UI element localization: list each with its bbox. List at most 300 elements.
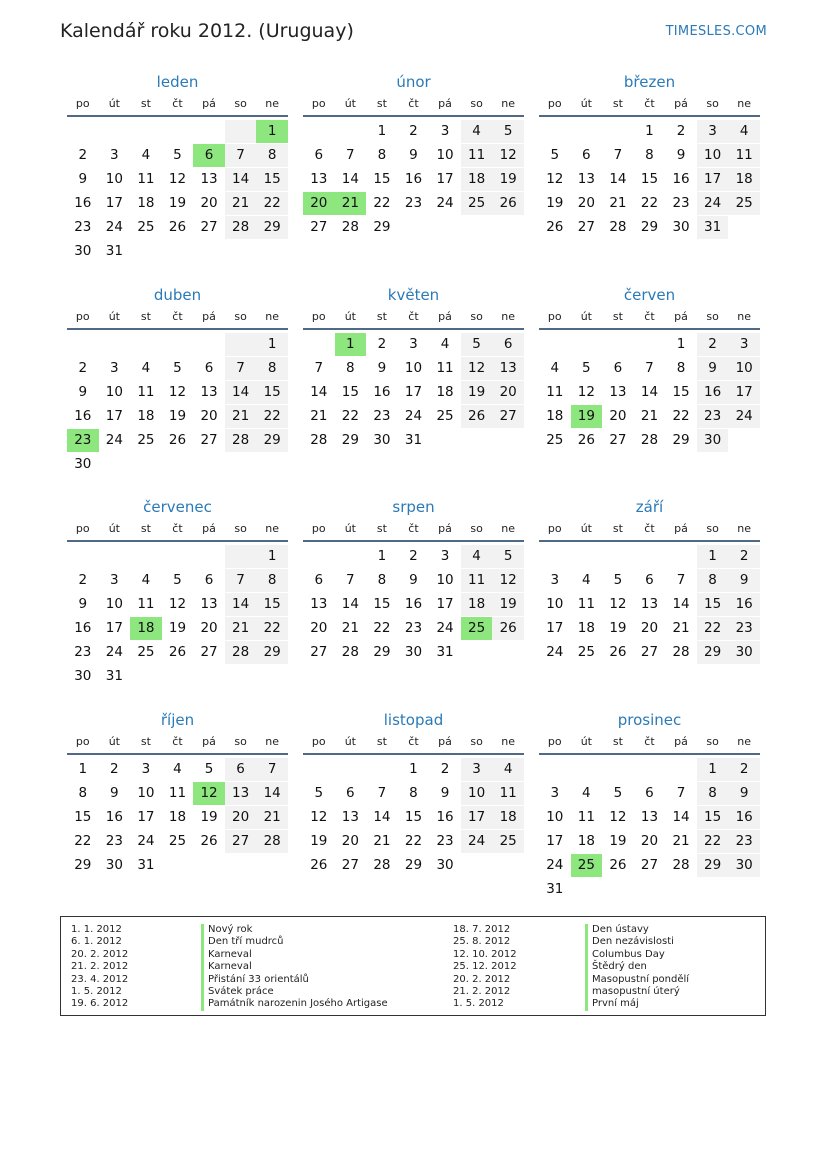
holiday-day-cell[interactable]: 25: [571, 854, 603, 877]
day-cell[interactable]: 25: [137, 644, 155, 660]
day-cell[interactable]: 2: [78, 360, 88, 376]
day-cell[interactable]: 4: [461, 545, 493, 568]
day-cell[interactable]: 26: [577, 432, 595, 448]
day-cell[interactable]: 27: [577, 219, 595, 235]
day-cell[interactable]: 16: [728, 593, 760, 616]
day-cell[interactable]: 19: [168, 408, 187, 424]
day-cell[interactable]: 2: [676, 123, 686, 139]
day-cell[interactable]: 31: [697, 216, 729, 239]
holiday-day-cell[interactable]: 18: [130, 617, 162, 640]
day-cell[interactable]: 4: [582, 572, 591, 588]
day-cell[interactable]: 14: [256, 782, 288, 805]
day-cell[interactable]: 27: [310, 219, 328, 235]
day-cell[interactable]: 10: [105, 171, 123, 187]
day-cell[interactable]: 30: [105, 857, 123, 873]
day-cell[interactable]: 21: [310, 408, 328, 424]
day-cell[interactable]: 8: [676, 360, 686, 376]
day-cell[interactable]: 28: [225, 429, 257, 452]
day-cell[interactable]: 28: [373, 857, 391, 873]
day-cell[interactable]: 20: [225, 806, 257, 829]
day-cell[interactable]: 4: [440, 336, 450, 352]
day-cell[interactable]: 14: [225, 593, 257, 616]
day-cell[interactable]: 20: [492, 381, 524, 404]
day-cell[interactable]: 10: [105, 384, 123, 400]
holiday-day-cell[interactable]: 1: [335, 333, 367, 356]
day-cell[interactable]: 29: [697, 641, 729, 664]
day-cell[interactable]: 10: [546, 809, 564, 825]
day-cell[interactable]: 4: [141, 147, 151, 163]
day-cell[interactable]: 7: [645, 360, 654, 376]
day-cell[interactable]: 24: [436, 195, 454, 211]
day-cell[interactable]: 15: [697, 593, 729, 616]
holiday-day-cell[interactable]: 23: [67, 429, 99, 452]
day-cell[interactable]: 25: [137, 432, 155, 448]
day-cell[interactable]: 20: [341, 833, 359, 849]
day-cell[interactable]: 31: [546, 881, 564, 897]
day-cell[interactable]: 16: [436, 809, 454, 825]
day-cell[interactable]: 25: [728, 192, 760, 215]
day-cell[interactable]: 3: [110, 147, 119, 163]
day-cell[interactable]: 27: [609, 432, 627, 448]
day-cell[interactable]: 27: [200, 219, 218, 235]
day-cell[interactable]: 17: [546, 833, 564, 849]
day-cell[interactable]: 30: [672, 219, 690, 235]
day-cell[interactable]: 9: [78, 384, 88, 400]
day-cell[interactable]: 8: [697, 782, 729, 805]
day-cell[interactable]: 2: [110, 761, 119, 777]
day-cell[interactable]: 6: [346, 785, 355, 801]
day-cell[interactable]: 8: [256, 357, 288, 380]
day-cell[interactable]: 30: [74, 668, 92, 684]
day-cell[interactable]: 1: [697, 758, 729, 781]
day-cell[interactable]: 25: [546, 432, 564, 448]
day-cell[interactable]: 11: [728, 144, 760, 167]
day-cell[interactable]: 2: [409, 548, 418, 564]
day-cell[interactable]: 4: [141, 360, 151, 376]
day-cell[interactable]: 24: [546, 857, 564, 873]
day-cell[interactable]: 10: [728, 357, 760, 380]
day-cell[interactable]: 6: [645, 785, 654, 801]
holiday-day-cell[interactable]: 6: [193, 144, 225, 167]
day-cell[interactable]: 2: [377, 336, 387, 352]
day-cell[interactable]: 21: [225, 617, 257, 640]
day-cell[interactable]: 1: [377, 123, 387, 139]
day-cell[interactable]: 28: [640, 432, 659, 448]
day-cell[interactable]: 17: [697, 168, 729, 191]
brand-logo[interactable]: TIMESLES.COM: [665, 24, 767, 39]
day-cell[interactable]: 24: [461, 830, 493, 853]
day-cell[interactable]: 11: [137, 384, 155, 400]
day-cell[interactable]: 17: [105, 195, 123, 211]
day-cell[interactable]: 10: [436, 572, 454, 588]
day-cell[interactable]: 22: [256, 405, 288, 428]
day-cell[interactable]: 21: [225, 192, 257, 215]
day-cell[interactable]: 1: [645, 123, 654, 139]
day-cell[interactable]: 20: [640, 620, 659, 636]
day-cell[interactable]: 19: [310, 833, 328, 849]
day-cell[interactable]: 2: [78, 572, 88, 588]
day-cell[interactable]: 5: [173, 147, 182, 163]
day-cell[interactable]: 6: [314, 147, 324, 163]
day-cell[interactable]: 8: [409, 785, 418, 801]
day-cell[interactable]: 26: [461, 405, 493, 428]
day-cell[interactable]: 25: [492, 830, 524, 853]
day-cell[interactable]: 13: [310, 171, 328, 187]
day-cell[interactable]: 28: [341, 219, 359, 235]
day-cell[interactable]: 10: [436, 147, 454, 163]
day-cell[interactable]: 30: [728, 641, 760, 664]
day-cell[interactable]: 15: [256, 168, 288, 191]
day-cell[interactable]: 13: [609, 384, 627, 400]
day-cell[interactable]: 3: [697, 120, 729, 143]
day-cell[interactable]: 19: [492, 168, 524, 191]
day-cell[interactable]: 12: [168, 596, 187, 612]
day-cell[interactable]: 30: [74, 243, 92, 259]
day-cell[interactable]: 2: [697, 333, 729, 356]
day-cell[interactable]: 30: [436, 857, 454, 873]
day-cell[interactable]: 22: [256, 192, 288, 215]
day-cell[interactable]: 26: [200, 833, 218, 849]
day-cell[interactable]: 14: [640, 384, 659, 400]
day-cell[interactable]: 28: [225, 216, 257, 239]
day-cell[interactable]: 22: [256, 617, 288, 640]
day-cell[interactable]: 27: [640, 644, 659, 660]
day-cell[interactable]: 9: [409, 572, 418, 588]
day-cell[interactable]: 20: [640, 833, 659, 849]
day-cell[interactable]: 8: [697, 569, 729, 592]
day-cell[interactable]: 5: [173, 360, 182, 376]
day-cell[interactable]: 18: [461, 593, 493, 616]
day-cell[interactable]: 3: [110, 572, 119, 588]
day-cell[interactable]: 12: [168, 171, 187, 187]
day-cell[interactable]: 27: [640, 857, 659, 873]
day-cell[interactable]: 29: [697, 854, 729, 877]
day-cell[interactable]: 15: [373, 596, 391, 612]
day-cell[interactable]: 26: [168, 219, 187, 235]
day-cell[interactable]: 16: [728, 806, 760, 829]
day-cell[interactable]: 23: [728, 617, 760, 640]
day-cell[interactable]: 10: [546, 596, 564, 612]
day-cell[interactable]: 5: [173, 572, 182, 588]
day-cell[interactable]: 18: [137, 195, 155, 211]
day-cell[interactable]: 10: [404, 360, 423, 376]
day-cell[interactable]: 15: [256, 593, 288, 616]
day-cell[interactable]: 8: [256, 569, 288, 592]
day-cell[interactable]: 17: [436, 596, 454, 612]
day-cell[interactable]: 15: [672, 384, 690, 400]
day-cell[interactable]: 13: [492, 357, 524, 380]
day-cell[interactable]: 5: [613, 572, 623, 588]
day-cell[interactable]: 26: [546, 219, 564, 235]
day-cell[interactable]: 24: [546, 644, 564, 660]
day-cell[interactable]: 25: [461, 192, 493, 215]
day-cell[interactable]: 19: [609, 833, 627, 849]
day-cell[interactable]: 24: [404, 408, 423, 424]
day-cell[interactable]: 8: [645, 147, 654, 163]
day-cell[interactable]: 11: [461, 144, 493, 167]
day-cell[interactable]: 12: [577, 384, 595, 400]
day-cell[interactable]: 12: [310, 809, 328, 825]
day-cell[interactable]: 19: [546, 195, 564, 211]
day-cell[interactable]: 17: [105, 620, 123, 636]
day-cell[interactable]: 3: [440, 123, 450, 139]
day-cell[interactable]: 7: [225, 357, 257, 380]
day-cell[interactable]: 12: [609, 596, 627, 612]
day-cell[interactable]: 8: [377, 572, 387, 588]
day-cell[interactable]: 28: [672, 644, 690, 660]
day-cell[interactable]: 15: [341, 384, 359, 400]
day-cell[interactable]: 21: [373, 833, 391, 849]
day-cell[interactable]: 24: [105, 219, 123, 235]
day-cell[interactable]: 5: [550, 147, 560, 163]
day-cell[interactable]: 19: [168, 195, 187, 211]
day-cell[interactable]: 22: [697, 830, 729, 853]
day-cell[interactable]: 28: [310, 432, 328, 448]
day-cell[interactable]: 21: [225, 405, 257, 428]
day-cell[interactable]: 7: [676, 572, 686, 588]
day-cell[interactable]: 13: [200, 384, 218, 400]
day-cell[interactable]: 9: [697, 357, 729, 380]
day-cell[interactable]: 13: [310, 596, 328, 612]
day-cell[interactable]: 9: [728, 569, 760, 592]
day-cell[interactable]: 24: [105, 644, 123, 660]
day-cell[interactable]: 16: [74, 620, 92, 636]
day-cell[interactable]: 16: [74, 195, 92, 211]
day-cell[interactable]: 14: [373, 809, 391, 825]
day-cell[interactable]: 27: [341, 857, 359, 873]
day-cell[interactable]: 4: [173, 761, 182, 777]
day-cell[interactable]: 31: [105, 668, 123, 684]
day-cell[interactable]: 6: [613, 360, 623, 376]
day-cell[interactable]: 22: [74, 833, 92, 849]
day-cell[interactable]: 7: [377, 785, 387, 801]
day-cell[interactable]: 24: [436, 620, 454, 636]
day-cell[interactable]: 7: [225, 144, 257, 167]
day-cell[interactable]: 3: [461, 758, 493, 781]
day-cell[interactable]: 18: [492, 806, 524, 829]
day-cell[interactable]: 17: [546, 620, 564, 636]
day-cell[interactable]: 4: [141, 572, 151, 588]
day-cell[interactable]: 8: [377, 147, 387, 163]
day-cell[interactable]: 12: [461, 357, 493, 380]
day-cell[interactable]: 21: [609, 195, 627, 211]
day-cell[interactable]: 14: [341, 171, 359, 187]
day-cell[interactable]: 5: [492, 545, 524, 568]
day-cell[interactable]: 18: [577, 833, 595, 849]
day-cell[interactable]: 1: [377, 548, 387, 564]
day-cell[interactable]: 13: [200, 596, 218, 612]
day-cell[interactable]: 23: [404, 195, 423, 211]
holiday-day-cell[interactable]: 19: [571, 405, 603, 428]
day-cell[interactable]: 31: [105, 243, 123, 259]
day-cell[interactable]: 4: [582, 785, 591, 801]
day-cell[interactable]: 9: [110, 785, 119, 801]
holiday-day-cell[interactable]: 20: [303, 192, 335, 215]
day-cell[interactable]: 19: [461, 381, 493, 404]
day-cell[interactable]: 23: [672, 195, 690, 211]
day-cell[interactable]: 17: [404, 384, 423, 400]
day-cell[interactable]: 31: [137, 857, 155, 873]
day-cell[interactable]: 16: [404, 596, 423, 612]
day-cell[interactable]: 13: [200, 171, 218, 187]
day-cell[interactable]: 11: [577, 809, 595, 825]
day-cell[interactable]: 29: [373, 219, 391, 235]
day-cell[interactable]: 16: [672, 171, 690, 187]
day-cell[interactable]: 19: [168, 620, 187, 636]
holiday-day-cell[interactable]: 25: [461, 617, 493, 640]
day-cell[interactable]: 11: [168, 785, 187, 801]
day-cell[interactable]: 22: [341, 408, 359, 424]
day-cell[interactable]: 14: [310, 384, 328, 400]
day-cell[interactable]: 18: [577, 620, 595, 636]
day-cell[interactable]: 12: [609, 809, 627, 825]
day-cell[interactable]: 14: [225, 168, 257, 191]
day-cell[interactable]: 21: [341, 620, 359, 636]
day-cell[interactable]: 5: [613, 785, 623, 801]
day-cell[interactable]: 19: [200, 809, 218, 825]
day-cell[interactable]: 7: [314, 360, 324, 376]
day-cell[interactable]: 27: [200, 644, 218, 660]
day-cell[interactable]: 7: [346, 147, 355, 163]
day-cell[interactable]: 27: [200, 432, 218, 448]
day-cell[interactable]: 1: [256, 333, 288, 356]
day-cell[interactable]: 20: [310, 620, 328, 636]
day-cell[interactable]: 26: [168, 432, 187, 448]
day-cell[interactable]: 26: [492, 192, 524, 215]
day-cell[interactable]: 28: [672, 857, 690, 873]
day-cell[interactable]: 21: [640, 408, 659, 424]
day-cell[interactable]: 29: [672, 432, 690, 448]
day-cell[interactable]: 27: [310, 644, 328, 660]
day-cell[interactable]: 6: [204, 360, 214, 376]
day-cell[interactable]: 6: [492, 333, 524, 356]
day-cell[interactable]: 17: [436, 171, 454, 187]
day-cell[interactable]: 4: [492, 758, 524, 781]
day-cell[interactable]: 1: [78, 761, 88, 777]
day-cell[interactable]: 1: [409, 761, 418, 777]
day-cell[interactable]: 5: [582, 360, 591, 376]
day-cell[interactable]: 11: [137, 171, 155, 187]
day-cell[interactable]: 6: [582, 147, 591, 163]
day-cell[interactable]: 15: [373, 171, 391, 187]
day-cell[interactable]: 1: [676, 336, 686, 352]
day-cell[interactable]: 22: [697, 617, 729, 640]
day-cell[interactable]: 23: [74, 219, 92, 235]
day-cell[interactable]: 6: [314, 572, 324, 588]
day-cell[interactable]: 11: [436, 360, 454, 376]
day-cell[interactable]: 11: [546, 384, 564, 400]
day-cell[interactable]: 27: [492, 405, 524, 428]
day-cell[interactable]: 26: [609, 644, 627, 660]
day-cell[interactable]: 16: [373, 384, 391, 400]
day-cell[interactable]: 29: [404, 857, 423, 873]
day-cell[interactable]: 31: [436, 644, 454, 660]
day-cell[interactable]: 26: [609, 857, 627, 873]
day-cell[interactable]: 11: [137, 596, 155, 612]
day-cell[interactable]: 23: [373, 408, 391, 424]
day-cell[interactable]: 21: [672, 620, 690, 636]
day-cell[interactable]: 18: [728, 168, 760, 191]
day-cell[interactable]: 18: [436, 384, 454, 400]
day-cell[interactable]: 23: [74, 644, 92, 660]
day-cell[interactable]: 5: [204, 761, 214, 777]
day-cell[interactable]: 9: [409, 147, 418, 163]
day-cell[interactable]: 12: [492, 144, 524, 167]
day-cell[interactable]: 9: [377, 360, 387, 376]
day-cell[interactable]: 13: [640, 596, 659, 612]
day-cell[interactable]: 26: [168, 644, 187, 660]
day-cell[interactable]: 12: [492, 569, 524, 592]
day-cell[interactable]: 5: [492, 120, 524, 143]
day-cell[interactable]: 23: [105, 833, 123, 849]
day-cell[interactable]: 6: [225, 758, 257, 781]
day-cell[interactable]: 30: [728, 854, 760, 877]
day-cell[interactable]: 14: [225, 381, 257, 404]
day-cell[interactable]: 7: [613, 147, 623, 163]
day-cell[interactable]: 16: [697, 381, 729, 404]
day-cell[interactable]: 17: [105, 408, 123, 424]
day-cell[interactable]: 6: [204, 572, 214, 588]
day-cell[interactable]: 19: [492, 593, 524, 616]
day-cell[interactable]: 22: [672, 408, 690, 424]
day-cell[interactable]: 3: [110, 360, 119, 376]
day-cell[interactable]: 4: [461, 120, 493, 143]
day-cell[interactable]: 22: [373, 620, 391, 636]
holiday-day-cell[interactable]: 12: [193, 782, 225, 805]
day-cell[interactable]: 14: [609, 171, 627, 187]
day-cell[interactable]: 30: [404, 644, 423, 660]
day-cell[interactable]: 29: [256, 641, 288, 664]
day-cell[interactable]: 15: [404, 809, 423, 825]
day-cell[interactable]: 10: [697, 144, 729, 167]
day-cell[interactable]: 28: [609, 219, 627, 235]
day-cell[interactable]: 17: [137, 809, 155, 825]
day-cell[interactable]: 17: [461, 806, 493, 829]
day-cell[interactable]: 9: [78, 171, 88, 187]
day-cell[interactable]: 29: [74, 857, 92, 873]
day-cell[interactable]: 11: [492, 782, 524, 805]
day-cell[interactable]: 18: [137, 408, 155, 424]
day-cell[interactable]: 18: [168, 809, 187, 825]
day-cell[interactable]: 23: [697, 405, 729, 428]
day-cell[interactable]: 25: [168, 833, 187, 849]
day-cell[interactable]: 15: [74, 809, 92, 825]
day-cell[interactable]: 15: [640, 171, 659, 187]
day-cell[interactable]: 7: [346, 572, 355, 588]
day-cell[interactable]: 2: [728, 758, 760, 781]
day-cell[interactable]: 20: [200, 195, 218, 211]
day-cell[interactable]: 8: [78, 785, 88, 801]
day-cell[interactable]: 12: [546, 171, 564, 187]
day-cell[interactable]: 17: [728, 381, 760, 404]
day-cell[interactable]: 7: [225, 569, 257, 592]
day-cell[interactable]: 13: [640, 809, 659, 825]
day-cell[interactable]: 2: [78, 147, 88, 163]
day-cell[interactable]: 18: [461, 168, 493, 191]
day-cell[interactable]: 14: [341, 596, 359, 612]
day-cell[interactable]: 11: [461, 569, 493, 592]
day-cell[interactable]: 13: [225, 782, 257, 805]
day-cell[interactable]: 29: [373, 644, 391, 660]
day-cell[interactable]: 9: [676, 147, 686, 163]
day-cell[interactable]: 10: [105, 596, 123, 612]
day-cell[interactable]: 26: [492, 617, 524, 640]
day-cell[interactable]: 2: [409, 123, 418, 139]
day-cell[interactable]: 8: [256, 144, 288, 167]
day-cell[interactable]: 8: [346, 360, 355, 376]
day-cell[interactable]: 30: [697, 429, 729, 452]
day-cell[interactable]: 12: [168, 384, 187, 400]
